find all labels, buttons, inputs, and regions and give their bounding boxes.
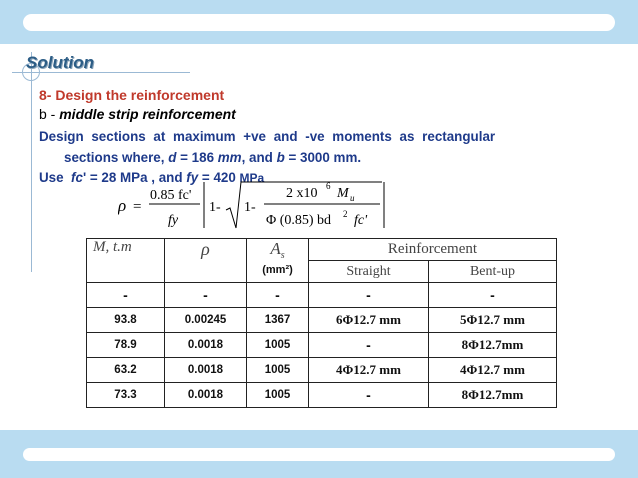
header-bentup: Bent-up: [429, 261, 557, 283]
formula-equals: =: [133, 199, 142, 215]
b-value: = 3000 mm.: [288, 150, 362, 165]
table-row: 63.2 0.0018 1005 4Φ12.7 mm 4Φ12.7 mm: [87, 358, 557, 383]
table-row: 78.9 0.0018 1005 - 8Φ12.7mm: [87, 333, 557, 358]
formula-exp2: 2: [343, 209, 348, 219]
formula-bottom: Φ (0.85) bd: [266, 213, 332, 228]
formula-rho: ρ: [118, 196, 127, 215]
header-m: M, t.m: [87, 239, 165, 283]
table-row: 93.8 0.00245 1367 6Φ12.7 mm 5Φ12.7 mm: [87, 308, 557, 333]
d-symbol: d: [168, 150, 177, 165]
table-row: 73.3 0.0018 1005 - 8Φ12.7mm: [87, 383, 557, 408]
formula-denominator: fy: [168, 213, 179, 228]
d-unit: mm: [217, 150, 242, 165]
bottom-decorative-bar: [23, 448, 615, 461]
crosshair-vertical-line: [31, 52, 32, 272]
top-decorative-bar: [23, 14, 615, 31]
formula-exp6: 6: [326, 181, 331, 191]
substep-heading: [39, 106, 236, 122]
header-reinforcement: Reinforcement: [309, 239, 557, 261]
header-as: $A_s$ (mm²): [247, 239, 309, 283]
table-row: - - - - -: [87, 283, 557, 308]
header-straight: Straight: [309, 261, 429, 283]
reinforcement-table: [86, 238, 557, 408]
design-text-line1: Design sections at maximum +ve and -ve moments as rectangular: [39, 129, 496, 144]
fc-symbol: fc: [71, 170, 83, 185]
substep-text: middle strip reinforcement: [59, 106, 236, 122]
fc-value: ' = 28 MPa , and: [82, 170, 183, 185]
fy-symbol: fy: [186, 170, 199, 185]
formula-numerator: 0.85 fc': [150, 188, 192, 203]
formula-fc: fc': [354, 213, 368, 228]
rho-formula: [118, 180, 388, 232]
formula-one-b: 1-: [244, 200, 256, 215]
b-symbol: b: [276, 150, 285, 165]
design-text-line2: sections where, d = 186 mm, and b = 3000 mm.: [64, 150, 362, 165]
formula-one-a: 1-: [209, 200, 221, 215]
d-value: = 186: [180, 150, 215, 165]
step-heading: 8- Design the reinforcement: [39, 87, 225, 103]
use-line: Use fc' = 28 MPa , and fy = 420 MPa: [39, 170, 265, 185]
formula-mu-sub: u: [350, 193, 355, 203]
slide-title: Solution: [26, 53, 94, 72]
header-rho: ρ: [165, 239, 247, 283]
fy-unit: MPa: [239, 171, 265, 185]
formula-top-numerator: 2 x10: [286, 186, 318, 201]
substep-prefix: b -: [39, 106, 56, 122]
fy-value: = 420: [201, 170, 236, 185]
formula-mu: M: [337, 186, 349, 201]
